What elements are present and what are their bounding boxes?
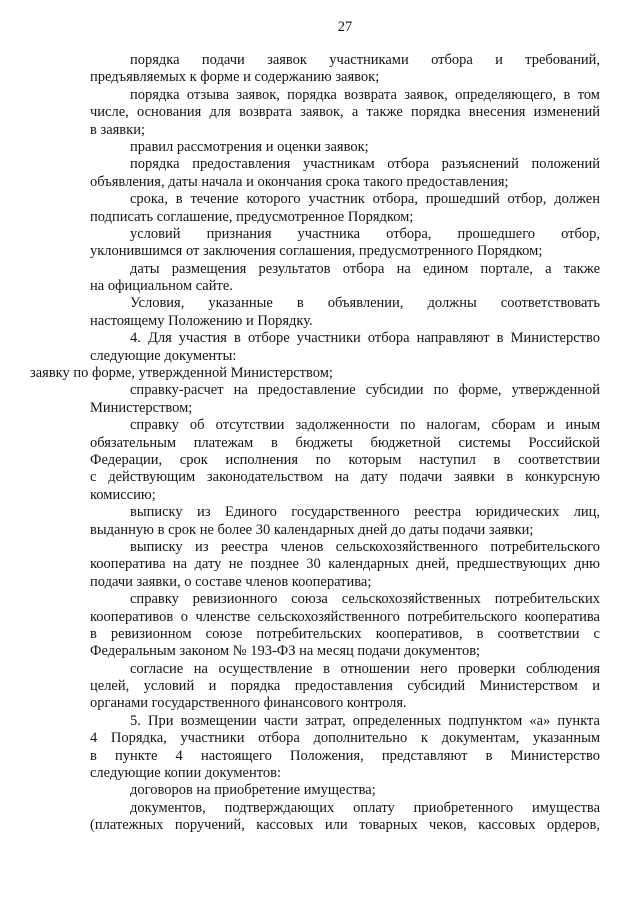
text-line: в пункте 4 настоящего Положения, представляют в Министерство <box>90 747 600 764</box>
document-list-item <box>90 661 600 713</box>
text-line: 4. Для участия в отборе участники отбора направляют в Министерство <box>130 330 600 347</box>
text-line: даты размещения результатов отбора на едином портале, а также <box>130 260 600 277</box>
text-line: кооператива на дату не позднее 30 календарных дней, предшествующих дню <box>90 556 600 573</box>
text-line: договоров на приобретение имущества; <box>130 782 376 799</box>
announcement-item <box>90 261 600 296</box>
text-line: комиссию; <box>90 486 156 503</box>
copy-list-item <box>90 782 600 799</box>
text-line: условий признания участника отбора, прошедшего отбор, <box>130 225 600 242</box>
text-line: органами государственного финансового контроля. <box>90 695 407 712</box>
document-list-item <box>90 539 600 591</box>
text-line: 5. При возмещении части затрат, определенных подпунктом «а» пункта <box>130 712 600 729</box>
text-line: предъявляемых к форме и содержанию заявок; <box>90 69 380 86</box>
text-line: справку ревизионного союза сельскохозяйственных потребительских <box>130 591 600 608</box>
announcement-item <box>90 139 600 156</box>
text-line: Федеральным законом № 193-ФЗ на месяц подачи документов; <box>90 643 481 660</box>
text-line: на официальном сайте. <box>90 278 233 295</box>
text-line: Министерством; <box>90 399 193 416</box>
text-line: срока, в течение которого участник отбора, прошедший отбор, должен <box>130 191 600 208</box>
document-list-item <box>90 504 600 539</box>
announcement-item <box>90 156 600 191</box>
text-line: порядка предоставления участникам отбора разъяснений положений <box>130 156 600 173</box>
text-line: Федерации, срок исполнения по которым наступил в соответствии <box>90 451 600 468</box>
text-line: документов, подтверждающих оплату приобретенного имущества <box>130 799 600 816</box>
text-line: в ревизионном союзе потребительских кооперативов, в соответствии с <box>90 625 600 642</box>
text-line: настоящему Положению и Порядку. <box>90 312 313 329</box>
announcement-item <box>90 52 600 87</box>
text-line: следующие копии документов: <box>90 765 281 782</box>
text-line: правил рассмотрения и оценки заявок; <box>130 138 369 155</box>
text-line: в заявки; <box>90 121 145 138</box>
text-line: с действующим законодательством на дату подачи заявки в конкурсную <box>90 469 600 486</box>
text-line: кооперативов о членстве сельскохозяйственного потребительского кооператива <box>90 608 600 625</box>
text-line: числе, основания для возврата заявок, а также порядка внесения изменений <box>90 104 600 121</box>
clause-4 <box>90 330 600 365</box>
document-list-item <box>90 382 600 417</box>
text-line: (платежных поручений, кассовых или товарных чеков, кассовых ордеров, <box>90 817 600 834</box>
clause-5 <box>90 713 600 783</box>
text-line: справку-расчет на предоставление субсидии по форме, утвержденной <box>130 382 600 399</box>
text-line: подписать соглашение, предусмотренное Порядком; <box>90 208 414 225</box>
announcement-item <box>90 191 600 226</box>
text-line: уклонившимся от заключения соглашения, предусмотренного Порядком; <box>90 243 543 260</box>
text-line: справку об отсутствии задолженности по налогам, сборам и иным <box>130 417 600 434</box>
document-body <box>30 52 600 835</box>
text-line: объявления, даты начала и окончания срока такого предоставления; <box>90 173 509 190</box>
text-line: Условия, указанные в объявлении, должны соответствовать <box>130 295 600 312</box>
text-line: подачи заявки, о составе членов кооператива; <box>90 573 372 590</box>
announcement-item <box>90 87 600 139</box>
text-line: следующие документы: <box>90 347 237 364</box>
text-line: выписку из Единого государственного реестра юридических лиц, <box>130 504 600 521</box>
text-line: порядка отзыва заявок, порядка возврата заявок, определяющего, в том <box>130 86 600 103</box>
text-line: обязательным платежам в бюджеты бюджетной системы Российской <box>90 434 600 451</box>
text-line: выписку из реестра членов сельскохозяйственного потребительского <box>130 538 600 555</box>
announcement-item <box>90 226 600 261</box>
announcement-conditions <box>90 295 600 330</box>
text-line: согласие на осуществление в отношении него проверки соблюдения <box>130 660 600 677</box>
text-line: заявку по форме, утвержденной Министерством; <box>30 365 333 382</box>
document-list-item <box>90 591 600 661</box>
text-line: порядка подачи заявок участниками отбора и требований, <box>130 52 600 68</box>
copy-list-item <box>90 800 600 835</box>
page-number: 27 <box>337 19 353 35</box>
document-list-item <box>90 417 600 504</box>
text-line: целей, условий и порядка предоставления субсидий Министерством и <box>90 678 600 695</box>
text-line: 4 Порядка, участники отбора дополнительно к документам, указанным <box>90 730 600 747</box>
document-list-item <box>30 365 600 382</box>
text-line: выданную в срок не более 30 календарных дней до даты подачи заявки; <box>90 521 534 538</box>
